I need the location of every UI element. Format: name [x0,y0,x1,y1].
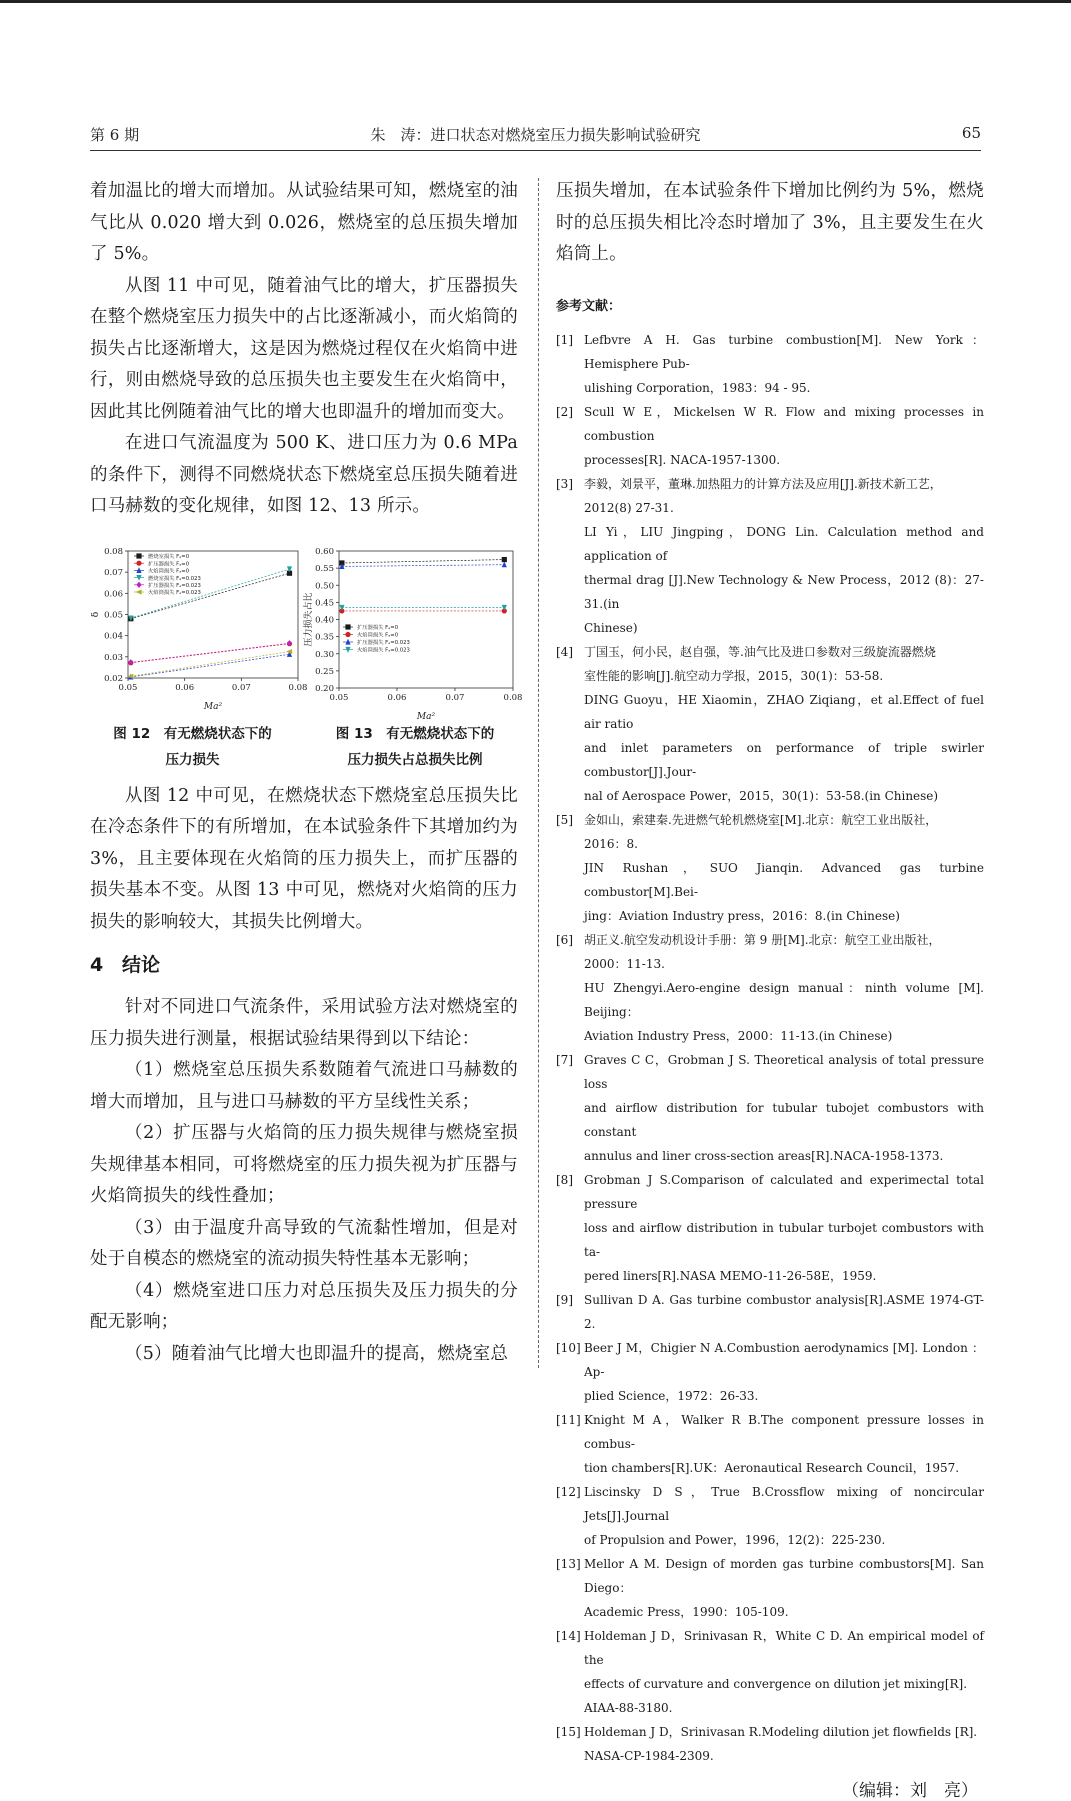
reference-line: AIAA-88-3180. [584,1700,673,1715]
reference-line: Lefbvre A H. Gas turbine combustion[M]. New York：Hemisphere Pub- [584,332,984,371]
y-tick-label: 0.04 [104,631,123,642]
reference-number: [14] [556,1628,581,1643]
reference-line: ulishing Corporation，1983：94 - 95. [584,380,811,395]
y-tick-label: 0.35 [315,632,334,643]
reference-line: Academic Press，1990：105-109. [584,1604,789,1619]
caption-line: 图 13 有无燃烧状态下的 [335,725,495,742]
data-point [136,553,141,558]
x-tick-label: 0.06 [175,682,195,693]
reference-line: effects of curvature and convergence on dilution jet mixing[R]. [584,1676,968,1691]
y-tick-label: 0.60 [315,546,334,557]
y-axis-label: 压力损失占比 [304,591,314,647]
conclusion-item: （5）随着油气比增大也即温升的提高，燃烧室总 [125,1343,509,1364]
x-tick-label: 0.07 [231,682,251,693]
reference-line: annulus and liner cross-section areas[R].NACA-1958-1373. [584,1148,944,1163]
data-point [502,561,507,567]
body-paragraph: 着加温比的增大而增加。从试验结果可知，燃烧室的油气比从 0.020 增大到 0.026，燃烧室的总压损失增加了 5%。 [90,181,518,264]
series-line [342,559,504,562]
reference-line: DING Guoyu，HE Xiaomin，ZHAO Ziqiang，et al.Effect of fuel air ratio [584,692,984,731]
reference-number: [3] [556,476,573,491]
reference-item [556,1336,984,1408]
reference-item [556,1480,984,1552]
reference-line: 2000：11-13. [584,956,665,971]
data-point [136,560,141,565]
reference-list [556,328,984,1768]
reference-item [556,1552,984,1624]
reference-line: HU Zhengyi.Aero-engine design manual：ninth volume [M]. Beijing： [584,980,984,1019]
section-number: 4 [90,954,104,976]
legend-label: 扩压器损失 Fₐ=0 [148,560,190,567]
reference-number: [11] [556,1412,581,1427]
reference-item [556,1408,984,1480]
reference-number: [9] [556,1292,573,1307]
y-tick-label: 0.05 [104,610,123,620]
reference-number: [7] [556,1052,573,1067]
legend-label: 火焰筒损失 Fₐ=0 [357,632,399,639]
reference-line: tion chambers[R].UK：Aeronautical Research Council，1957. [584,1460,960,1475]
data-point [345,624,350,629]
y-tick-label: 0.25 [315,666,334,677]
reference-line: 胡正义.航空发动机设计手册：第 9 册[M].北京：航空工业出版社， [584,932,941,947]
figure-13-caption [312,721,518,773]
running-header [90,124,981,148]
reference-line: Aviation Industry Press，2000：11-13.(in Chinese) [584,1028,893,1043]
data-point [345,631,350,636]
y-tick-label: 0.30 [315,649,334,660]
reference-item [556,472,984,640]
left-column [90,176,523,1370]
reference-line: Knight M A，Walker R B.The component pressure losses in combus- [584,1412,984,1451]
reference-line: plied Science，1972：26-33. [584,1388,759,1403]
reference-item [556,1624,984,1720]
figure-12-chart [90,541,308,721]
reference-line: Grobman J S.Comparison of calculated and experimectal total pressure [584,1172,984,1211]
reference-line: 2016：8. [584,836,638,851]
reference-line: 2012(8) 27-31. [584,500,674,515]
series-group [128,640,292,665]
reference-line: Chinese) [584,620,638,635]
caption-line: 压力损失占总损失比例 [347,751,483,768]
x-tick-label: 0.05 [329,692,349,703]
issue-number: 第 6 期 [90,126,140,144]
reference-number: [15] [556,1724,581,1739]
data-point [502,556,507,561]
reference-number: [13] [556,1556,581,1571]
reference-line: Mellor A M. Design of morden gas turbine combustors[M]. San Diego： [584,1556,984,1595]
data-point [136,581,141,587]
y-tick-label: 0.50 [315,580,334,591]
caption-line: 压力损失 [165,751,220,768]
y-tick-label: 0.40 [315,615,334,625]
body-paragraph: 从图 11 中可见，随着油气比的增大，扩压器损失在整个燃烧室压力损失中的占比逐渐减小，而火焰筒的损失占比逐渐增大，这是因为燃烧过程仅在火焰筒中进行，则由燃烧导致的总压损失也主要发生在火焰筒中，因此其比例随着油气比的增大也即温升的增加而变大。 [90,275,518,422]
running-title: 朱 涛：进口状态对燃烧室压力损失影响试验研究 [370,126,701,144]
x-tick-label: 0.06 [387,692,407,703]
reference-item [556,1288,984,1336]
figure-12-caption [90,721,295,773]
reference-number: [6] [556,932,573,947]
conclusion-item: （3）由于温度升高导致的气流黏性增加，但是对处于自模态的燃烧室的流动损失特性基本无影响； [90,1217,518,1269]
y-tick-label: 0.55 [315,563,334,574]
legend-label: 扩压器损失 Fₐ=0.023 [357,639,410,646]
top-border [0,0,1071,3]
legend-label: 燃烧室损失 Fₐ=0.023 [148,575,201,582]
legend-label: 火焰筒损失 Fₐ=0.023 [357,647,410,654]
reference-number: [4] [556,644,573,659]
reference-number: [8] [556,1172,573,1187]
reference-line: loss and airflow distribution in tubular turbojet combustors with ta- [584,1220,984,1259]
series-group [128,651,292,679]
reference-item [556,400,984,472]
figure-group [90,541,523,781]
body-paragraph: 从图 12 中可见，在燃烧状态下燃烧室总压损失比在冷态条件下的有所增加，在本试验条件下其增加约为 3%，且主要体现在火焰筒的压力损失上，而扩压器的损失基本不变。从图 13 中可见，燃烧对火焰筒的压力损失的影响较大，其损失比例增大。 [90,785,518,932]
data-point [136,589,142,594]
reference-number: [1] [556,332,573,347]
x-axis-label: Ma² [416,711,436,722]
y-tick-label: 0.20 [315,683,334,694]
reference-number: [2] [556,404,573,419]
series-group [339,556,507,565]
header-rule [90,150,981,151]
reference-item [556,808,984,928]
conclusion-item: （2）扩压器与火焰筒的压力损失规律与燃烧室损失规律基本相同，可将燃烧室的压力损失视为扩压器与火焰筒损失的线性叠加； [90,1123,518,1206]
column-divider [538,178,539,1368]
y-tick-label: 0.08 [104,546,123,557]
reference-item [556,1168,984,1288]
page-number: 65 [961,124,981,142]
reference-item [556,640,984,808]
conclusion-item: （1）燃烧室总压损失系数随着气流进口马赫数的增大而增加，且与进口马赫数的平方呈线性关系； [90,1060,518,1112]
section-heading [90,950,518,980]
x-tick-label: 0.08 [288,682,308,693]
series-line [131,654,290,677]
reference-line: nal of Aerospace Power，2015，30(1)：53-58.(in Chinese) [584,788,939,803]
series-line [342,564,504,566]
reference-line: of Propulsion and Power，1996，12(2)：225-230. [584,1532,886,1547]
y-axis-label: δ [91,611,101,617]
legend-label: 扩压器损失 Fₐ=0.023 [148,582,201,589]
body-paragraph: 压损失增加，在本试验条件下增加比例约为 5%，燃烧时的总压损失相比冷态时增加了 3%，且主要发生在火焰筒上。 [556,181,984,264]
reference-number: [12] [556,1484,581,1499]
legend-label: 燃烧室损失 Fₐ=0 [148,553,190,560]
legend-label: 火焰筒损失 Fₐ=0.023 [148,589,201,596]
x-axis-label: Ma² [203,701,223,712]
plot-frame [339,551,513,688]
series-group [128,648,292,678]
reference-line: and inlet parameters on performance of triple swirler combustor[J].Jour- [584,740,984,779]
reference-line: Graves C C，Grobman J S. Theoretical analysis of total pressure loss [584,1052,984,1091]
reference-line: and airflow distribution for tubular tubojet combustors with constant [584,1100,984,1139]
reference-line: thermal drag [J].New Technology & New Process，2012 (8)：27-31.(in [584,572,984,611]
series-group [128,641,292,665]
section-title: 结论 [122,954,161,976]
reference-number: [5] [556,812,573,827]
reference-line: 丁国玉，何小民，赵自强，等.油气比及进口参数对三级旋流器燃烧 [584,644,936,659]
series-line [131,643,290,662]
reference-line: Liscinsky D S，True B.Crossflow mixing of noncircular Jets[J].Journal [584,1484,984,1523]
reference-line: Holdeman J D，Srinivasan R，White C D. An empirical model of the [584,1628,984,1667]
y-tick-label: 0.03 [104,652,123,663]
references-title: 参考文献： [556,298,622,314]
reference-line: Scull W E，Mickelsen W R. Flow and mixing processes in combustion [584,404,984,443]
reference-line: 金如山，索建秦.先进燃气轮机燃烧室[M].北京：航空工业出版社， [584,812,938,827]
figure-13-chart [303,541,523,722]
reference-line: LI Yi，LIU Jingping，DONG Lin. Calculation method and application of [584,524,984,563]
x-tick-label: 0.05 [118,682,138,693]
series-group [339,608,507,613]
body-paragraph: 在进口气流温度为 500 K、进口压力为 0.6 MPa 的条件下，测得不同燃烧状态下燃烧室总压损失随着进口马赫数的变化规律，如图 12、13 所示。 [90,433,518,516]
reference-line: Sullivan D A. Gas turbine combustor analysis[R].ASME 1974-GT-2. [584,1292,984,1331]
y-tick-label: 0.45 [315,597,334,608]
reference-line: Beer J M，Chigier N A.Combustion aerodynamics [M]. London ：Ap- [584,1340,984,1379]
y-tick-label: 0.06 [104,588,123,599]
right-column [556,176,984,1801]
reference-line: processes[R]. NACA-1957-1300. [584,452,781,467]
legend-label: 火焰筒损失 Fₐ=0 [148,568,190,575]
series-group [339,604,507,610]
reference-number: [10] [556,1340,581,1355]
reference-line: 李毅，刘景平，董琳.加热阻力的计算方法及应用[J].新技术新工艺， [584,476,942,491]
x-tick-label: 0.08 [503,692,523,703]
reference-line: Holdeman J D，Srinivasan R.Modeling dilution jet flowfields [R]. [584,1724,978,1739]
reference-item [556,1048,984,1168]
y-tick-label: 0.07 [104,567,123,578]
editor-note: （编辑：刘 亮） [842,1780,978,1801]
reference-line: 室性能的影响[J].航空动力学报，2015，30(1)：53-58. [584,668,884,683]
legend-label: 扩压器损失 Fₐ=0 [357,624,399,631]
series-line [131,651,290,676]
reference-line: jing：Aviation Industry press，2016：8.(in Chinese) [584,908,900,923]
x-tick-label: 0.07 [445,692,465,703]
body-paragraph: 针对不同进口气流条件，采用试验方法对燃烧室的压力损失进行测量，根据试验结果得到以下结论： [90,997,518,1049]
reference-line: JIN Rushan，SUO Jianqin. Advanced gas turbine combustor[M].Bei- [584,860,984,899]
series-line [131,643,290,662]
caption-line: 图 12 有无燃烧状态下的 [113,725,272,742]
y-tick-label: 0.02 [104,673,123,684]
reference-line: pered liners[R].NASA MEMO-11-26-58E，1959. [584,1268,877,1283]
reference-line: NASA-CP-1984-2309. [584,1748,714,1763]
reference-item [556,1720,984,1768]
conclusion-item: （4）燃烧室进口压力对总压损失及压力损失的分配无影响； [90,1280,518,1332]
reference-item [556,328,984,400]
reference-item [556,928,984,1048]
